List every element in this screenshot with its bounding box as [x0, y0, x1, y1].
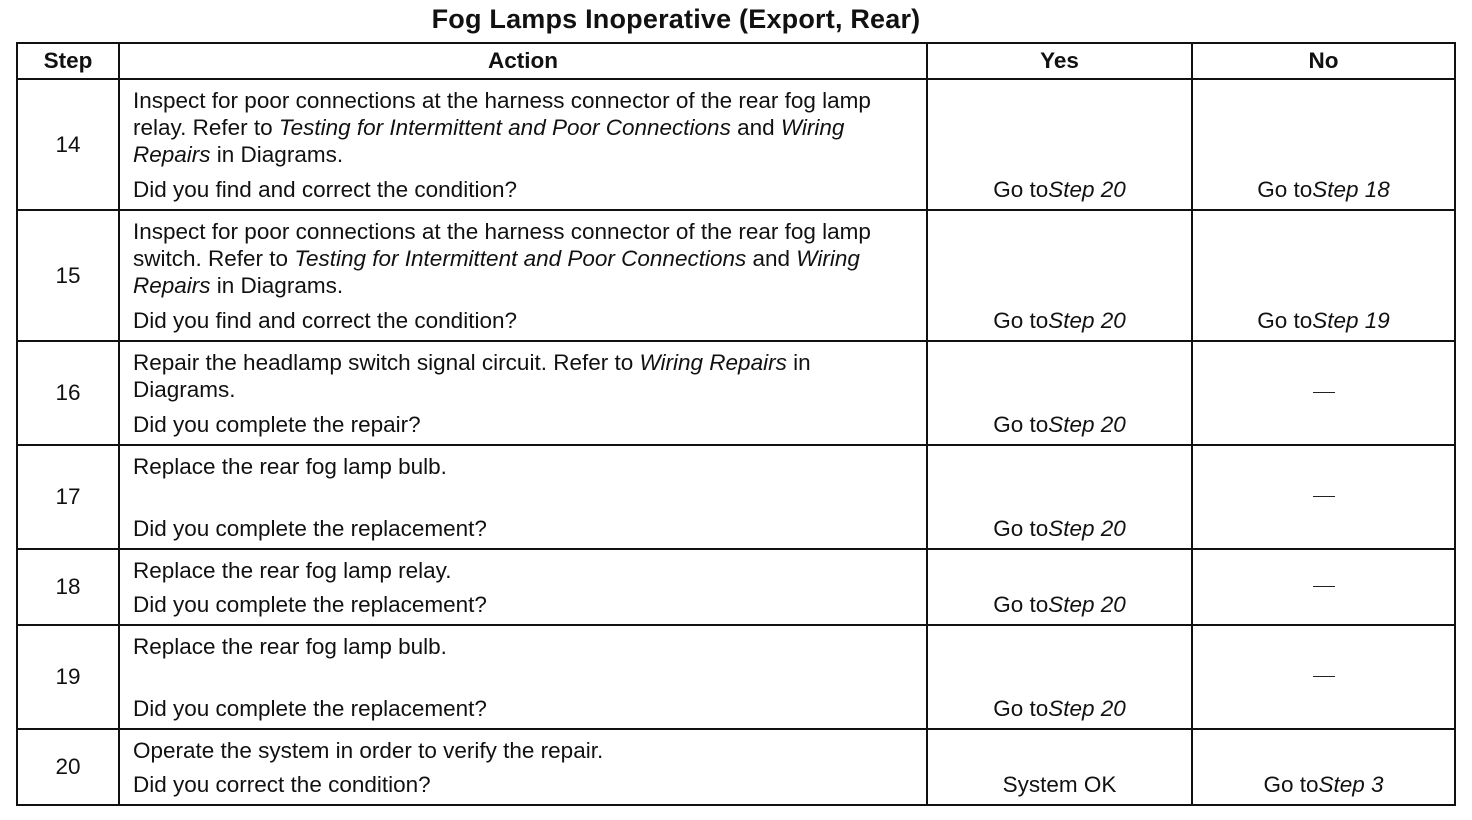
action-content: [133, 626, 918, 727]
action-cell: [119, 210, 927, 341]
italic-reference: Wiring Repairs: [133, 246, 860, 298]
text-run: and: [730, 115, 781, 140]
dash-mark: [1313, 392, 1335, 394]
no-answer: [1193, 550, 1454, 623]
action-cell: [119, 341, 927, 445]
no-cell: [1192, 445, 1455, 549]
action-cell: [119, 445, 927, 549]
table-row: [17, 79, 1455, 210]
italic-reference: Step 3: [1318, 772, 1384, 797]
action-content: [133, 550, 918, 623]
italic-reference: Testing for Intermittent and Poor Connections: [294, 246, 747, 271]
action-content: [133, 342, 918, 443]
action-content: [133, 446, 918, 547]
dash-mark: [1313, 496, 1335, 498]
italic-reference: Step 20: [1048, 308, 1126, 333]
step-number: 14: [55, 131, 81, 157]
action-text: [133, 730, 918, 764]
action-question: Did you correct the condition?: [133, 772, 431, 797]
step-number: 18: [55, 574, 81, 599]
italic-reference: Step 20: [1048, 177, 1126, 202]
text-run: Go to: [1263, 772, 1319, 797]
text-run: Inspect for poor connections at the harness connector of the rear fog lamp relay. Refer to: [133, 88, 871, 140]
text-run: Replace the rear fog lamp relay.: [133, 558, 452, 583]
header-action: Action: [119, 43, 927, 79]
italic-reference: Step 20: [1048, 412, 1126, 437]
step-number: 20: [55, 754, 81, 779]
action-question: Did you complete the replacement?: [133, 516, 487, 541]
text-run: in Diagrams.: [210, 142, 344, 167]
italic-reference: Step 20: [1048, 696, 1126, 721]
text-run: in Diagrams.: [210, 273, 344, 298]
italic-reference: Wiring Repairs: [133, 115, 845, 167]
text-run: Operate the system in order to verify the repair.: [133, 738, 604, 763]
step-number: 15: [55, 262, 81, 288]
text-run: Go to: [993, 412, 1049, 437]
action-question: Did you find and correct the condition?: [133, 308, 517, 333]
action-cell: [119, 549, 927, 625]
yes-cell: [927, 445, 1192, 549]
no-answer: [1193, 446, 1454, 547]
yes-answer: [928, 550, 1191, 623]
text-run: Replace the rear fog lamp bulb.: [133, 634, 447, 659]
no-answer: [1193, 342, 1454, 443]
table-row: [17, 729, 1455, 805]
diagnostic-table: [16, 42, 1456, 806]
header-yes: Yes: [927, 43, 1192, 79]
action-text: [133, 626, 918, 660]
action-text: [133, 446, 918, 480]
action-text: [133, 550, 918, 584]
header-step: Step: [17, 43, 119, 79]
action-content: [133, 211, 918, 339]
action-cell: [119, 79, 927, 210]
yes-cell: [927, 79, 1192, 210]
step-cell: [17, 210, 119, 341]
action-question: Did you complete the replacement?: [133, 592, 487, 617]
document-title: Fog Lamps Inoperative (Export, Rear): [431, 4, 921, 34]
italic-reference: Testing for Intermittent and Poor Connections: [278, 115, 731, 140]
table-row: [17, 341, 1455, 445]
yes-answer: [928, 80, 1191, 208]
no-cell: [1192, 549, 1455, 625]
yes-cell: [927, 341, 1192, 445]
no-answer: [1193, 80, 1454, 208]
text-run: Go to: [993, 592, 1049, 617]
yes-cell: [927, 549, 1192, 625]
dash-mark: [1313, 676, 1335, 678]
yes-answer: [928, 730, 1191, 803]
table-row: [17, 210, 1455, 341]
no-cell: [1192, 210, 1455, 341]
text-run: Repair the headlamp switch signal circuit. Refer to: [133, 350, 640, 375]
step-cell: [17, 625, 119, 729]
text-run: System OK: [1002, 772, 1117, 797]
text-run: Go to: [993, 516, 1049, 541]
text-run: Inspect for poor connections at the harness connector of the rear fog lamp switch. Refer to: [133, 219, 871, 271]
step-cell: [17, 445, 119, 549]
action-cell: [119, 729, 927, 805]
step-cell: [17, 729, 119, 805]
table-row: [17, 549, 1455, 625]
yes-answer: [928, 446, 1191, 547]
table-body: [17, 79, 1455, 805]
action-cell: [119, 625, 927, 729]
italic-reference: Step 20: [1048, 516, 1126, 541]
step-number: 17: [55, 484, 81, 509]
action-content: [133, 80, 918, 208]
yes-answer: [928, 211, 1191, 339]
text-run: Replace the rear fog lamp bulb.: [133, 454, 447, 479]
header-row: [17, 43, 1455, 79]
no-answer: [1193, 730, 1454, 803]
dash-mark: [1313, 586, 1335, 588]
action-text: [133, 211, 918, 299]
action-text: [133, 80, 918, 168]
no-cell: [1192, 341, 1455, 445]
italic-reference: Step 20: [1048, 592, 1126, 617]
text-run: Go to: [993, 177, 1049, 202]
header-no: No: [1192, 43, 1455, 79]
action-question: Did you complete the replacement?: [133, 696, 487, 721]
no-answer: [1193, 626, 1454, 727]
table-row: [17, 445, 1455, 549]
no-cell: [1192, 625, 1455, 729]
text-run: Go to: [1257, 308, 1313, 333]
step-number: 19: [55, 664, 81, 689]
italic-reference: Step 18: [1312, 177, 1390, 202]
yes-cell: [927, 625, 1192, 729]
italic-reference: Step 19: [1312, 308, 1390, 333]
step-cell: [17, 79, 119, 210]
text-run: Go to: [993, 308, 1049, 333]
no-answer: [1193, 211, 1454, 339]
action-question: Did you find and correct the condition?: [133, 177, 517, 202]
no-cell: [1192, 79, 1455, 210]
action-content: [133, 730, 918, 803]
no-cell: [1192, 729, 1455, 805]
italic-reference: Wiring Repairs: [639, 350, 787, 375]
action-text: [133, 342, 918, 403]
table-row: [17, 625, 1455, 729]
step-number: 16: [55, 380, 81, 405]
text-run: Go to: [993, 696, 1049, 721]
action-question: Did you complete the repair?: [133, 412, 421, 437]
yes-answer: [928, 342, 1191, 443]
yes-cell: [927, 210, 1192, 341]
step-cell: [17, 341, 119, 445]
text-run: in Diagrams.: [133, 350, 811, 402]
yes-answer: [928, 626, 1191, 727]
yes-cell: [927, 729, 1192, 805]
text-run: and: [746, 246, 797, 271]
text-run: Go to: [1257, 177, 1313, 202]
step-cell: [17, 549, 119, 625]
